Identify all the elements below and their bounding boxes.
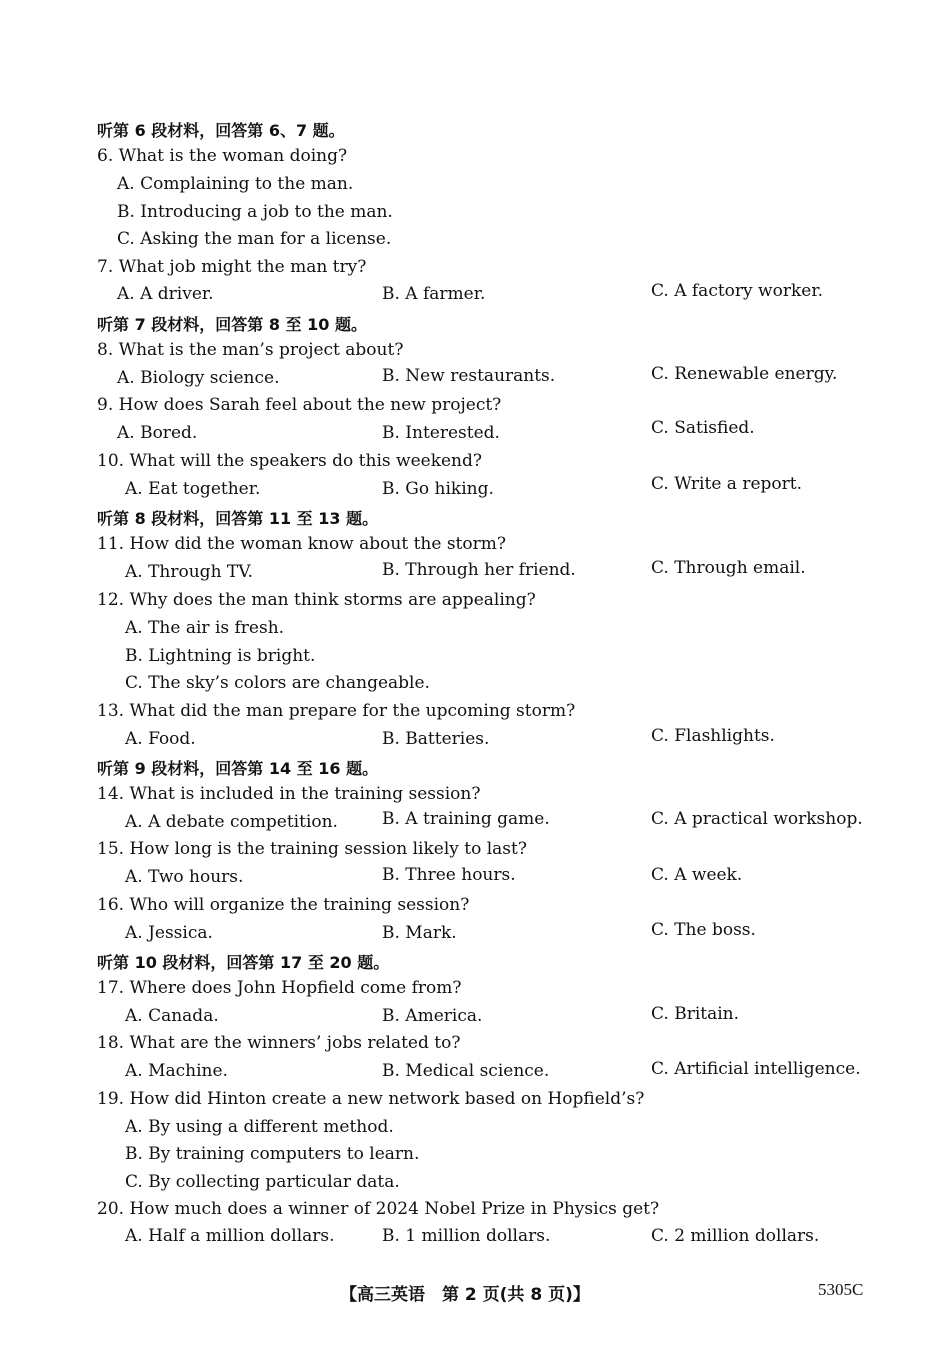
question-stem: 16. Who will organize the training session?: [97, 895, 470, 915]
option-a: A. Canada.: [125, 1006, 219, 1026]
option-b: B. A farmer.: [382, 284, 486, 304]
option-c: C. Satisfied.: [651, 418, 755, 438]
option-a: A. Jessica.: [125, 923, 213, 943]
option-c: C. 2 million dollars.: [651, 1226, 820, 1246]
option-row: [0, 202, 950, 230]
option-row: [0, 229, 950, 257]
option-row: [0, 1117, 950, 1145]
option-c: C. A factory worker.: [651, 281, 823, 301]
option-b: B. Go hiking.: [382, 479, 494, 499]
question-6: [0, 146, 950, 174]
section-heading: [0, 756, 950, 784]
option-a: A. Food.: [125, 729, 196, 749]
option-c: C. Artificial intelligence.: [651, 1059, 861, 1079]
section-heading: [0, 950, 950, 978]
question-13: [0, 701, 950, 729]
option-row: [0, 646, 950, 674]
option-row: [0, 281, 950, 312]
footer-code: 5305C: [818, 1280, 864, 1299]
option-row: [0, 618, 950, 646]
question-stem: 19. How did Hinton create a new network based on Hopfield’s?: [97, 1089, 645, 1109]
option-b: B. America.: [382, 1006, 483, 1026]
option-c: C. Britain.: [651, 1004, 740, 1024]
question-9: [0, 395, 950, 423]
question-stem: 10. What will the speakers do this weekend?: [97, 451, 483, 471]
question-stem: 17. Where does John Hopfield come from?: [97, 978, 462, 998]
option-c: C. Flashlights.: [651, 726, 775, 746]
option-a: A. Bored.: [117, 423, 198, 443]
option-b: B. Interested.: [382, 423, 500, 443]
question-19: [0, 1089, 950, 1117]
section-heading: [0, 312, 950, 340]
question-stem: 18. What are the winners’ jobs related to?: [97, 1033, 461, 1053]
option-a: A. The air is fresh.: [125, 618, 285, 638]
question-stem: 20. How much does a winner of 2024 Nobel Prize in Physics get?: [97, 1199, 660, 1219]
option-c: C. A week.: [651, 865, 743, 885]
option-a: A. Half a million dollars.: [125, 1226, 335, 1246]
option-a: A. Biology science.: [117, 368, 280, 388]
question-stem: 9. How does Sarah feel about the new project?: [97, 395, 502, 415]
option-row: [0, 673, 950, 701]
option-row: [0, 474, 950, 507]
option-a: A. Through TV.: [125, 562, 253, 582]
question-stem: 13. What did the man prepare for the upcoming storm?: [97, 701, 576, 721]
question-18: [0, 1033, 950, 1061]
option-a: A. By using a different method.: [125, 1117, 394, 1137]
section-heading: [0, 506, 950, 534]
option-c: C. The sky’s colors are changeable.: [125, 673, 430, 693]
option-c: C. Renewable energy.: [651, 364, 838, 384]
question-stem: 8. What is the man’s project about?: [97, 340, 404, 360]
section-heading-text: 听第 9 段材料，回答第 14 至 16 题。: [97, 759, 379, 778]
option-a: A. Complaining to the man.: [117, 174, 354, 194]
question-stem: 11. How did the woman know about the storm?: [97, 534, 506, 554]
question-stem: 15. How long is the training session likely to last?: [97, 839, 527, 859]
question-17: [0, 978, 950, 1006]
option-a: A. Eat together.: [125, 479, 261, 499]
section-heading-text: 听第 10 段材料，回答第 17 至 20 题。: [97, 953, 390, 972]
option-c: C. Through email.: [651, 558, 806, 578]
option-a: A. Two hours.: [125, 867, 244, 887]
section-heading: [0, 118, 950, 146]
option-b: B. Through her friend.: [382, 560, 576, 580]
option-b: B. Three hours.: [382, 865, 516, 885]
page-footer: [0, 1280, 950, 1304]
option-row: [0, 418, 950, 451]
option-b: B. Mark.: [382, 923, 457, 943]
option-row: [0, 364, 950, 396]
footer-title: 【高三英语 第 2 页(共 8 页)】: [340, 1285, 590, 1305]
section-heading-text: 听第 6 段材料，回答第 6、7 题。: [97, 121, 345, 140]
option-row: [0, 920, 950, 951]
option-c: C. Asking the man for a license.: [117, 229, 392, 249]
option-a: A. Machine.: [125, 1061, 228, 1081]
question-stem: 7. What job might the man try?: [97, 257, 367, 277]
option-b: B. By training computers to learn.: [125, 1144, 420, 1164]
question-12: [0, 590, 950, 618]
question-15: [0, 839, 950, 867]
option-c: C. By collecting particular data.: [125, 1172, 400, 1192]
option-row: [0, 1226, 950, 1254]
section-heading-text: 听第 8 段材料，回答第 11 至 13 题。: [97, 509, 379, 528]
option-row: [0, 809, 950, 840]
option-b: B. 1 million dollars.: [382, 1226, 551, 1246]
option-row: [0, 867, 950, 895]
option-row: [0, 558, 950, 590]
question-stem: 12. Why does the man think storms are appealing?: [97, 590, 536, 610]
option-b: B. Batteries.: [382, 729, 490, 749]
option-a: A. A debate competition.: [125, 812, 338, 832]
option-row: [0, 1061, 950, 1089]
option-c: C. Write a report.: [651, 474, 802, 494]
option-a: A. A driver.: [117, 284, 214, 304]
option-row: [0, 726, 950, 757]
option-row: [0, 1006, 950, 1034]
section-heading-text: 听第 7 段材料，回答第 8 至 10 题。: [97, 315, 367, 334]
option-row: [0, 174, 950, 202]
question-16: [0, 895, 950, 923]
option-c: C. A practical workshop.: [651, 809, 863, 829]
option-b: B. New restaurants.: [382, 366, 556, 386]
option-row: [0, 1172, 950, 1200]
option-b: B. Lightning is bright.: [125, 646, 316, 666]
question-14: [0, 784, 950, 812]
option-c: C. The boss.: [651, 920, 756, 940]
option-b: B. Introducing a job to the man.: [117, 202, 393, 222]
option-row: [0, 1144, 950, 1172]
question-stem: 6. What is the woman doing?: [97, 146, 348, 166]
question-20: [0, 1199, 950, 1227]
option-b: B. A training game.: [382, 809, 550, 829]
question-stem: 14. What is included in the training session?: [97, 784, 481, 804]
question-10: [0, 451, 950, 479]
question-11: [0, 534, 950, 562]
option-b: B. Medical science.: [382, 1061, 550, 1081]
